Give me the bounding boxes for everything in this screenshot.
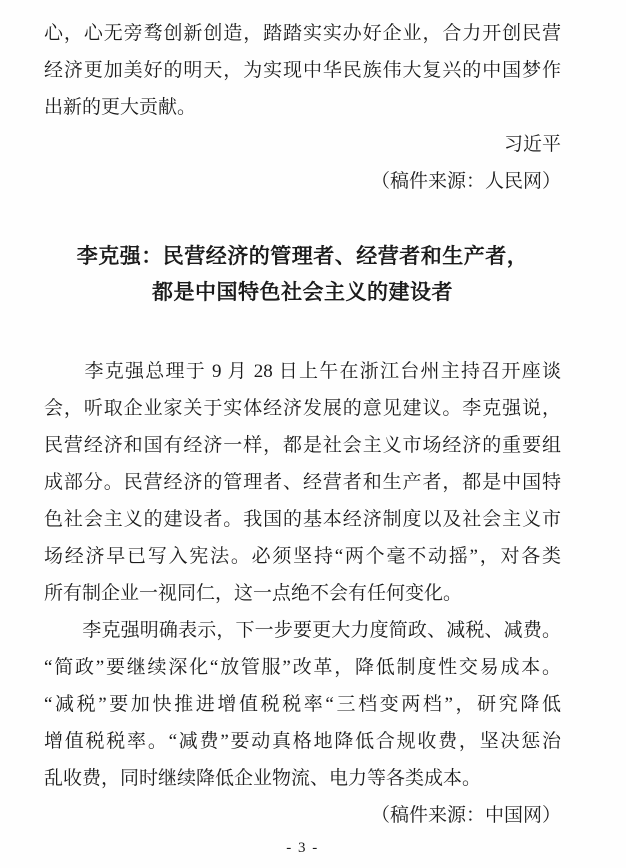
text-line: 李克强总理于 9 月 28 日上午在浙江台州主持召开座谈 [44, 361, 561, 382]
text-line: 李克强明确表示，下一步要更大力度简政、减税、减费。 [44, 620, 561, 641]
title-line: 都是中国特色社会主义的建设者 [152, 280, 453, 304]
text-line: 民营经济和国有经济一样，都是社会主义市场经济的重要组 [44, 435, 561, 456]
text-line: “简政”要继续深化“放管服”改革，降低制度性交易成本。 [44, 657, 561, 678]
source-line: （稿件来源：中国网） [370, 805, 561, 826]
text-line: 乱收费，同时继续降低企业物流、电力等各类成本。 [44, 768, 482, 789]
text-line: 心，心无旁骛创新创造，踏踏实实办好企业，合力开创民营 [44, 23, 561, 44]
text-line: “减税”要加快推进增值税税率“三档变两档”，研究降低 [44, 694, 561, 715]
text-line: 所有制企业一视同仁，这一点绝不会有任何变化。 [44, 583, 463, 604]
signature-line: 习近平 [503, 134, 561, 155]
article-paragraph-1 [44, 353, 561, 612]
source-line: （稿件来源：人民网） [370, 171, 561, 192]
title-line: 李克强：民营经济的管理者、经营者和生产者， [76, 244, 529, 268]
closing-paragraph [44, 15, 561, 200]
page-number: - 3 - [286, 840, 319, 856]
text-line: 成部分。民营经济的管理者、经营者和生产者，都是中国特 [44, 472, 561, 493]
text-line: 经济更加美好的明天，为实现中华民族伟大复兴的中国梦作 [44, 60, 561, 81]
text-line: 增值税税率。“减费”要动真格地降低合规收费，坚决惩治 [44, 731, 561, 752]
text-line: 出新的更大贡献。 [44, 97, 197, 118]
text-line: 会，听取企业家关于实体经济发展的意见建议。李克强说， [44, 398, 561, 419]
document-content [44, 15, 561, 860]
article-title [44, 238, 561, 310]
article-paragraph-2 [44, 612, 561, 797]
text-line: 场经济早已写入宪法。必须坚持“两个毫不动摇”，对各类 [44, 546, 561, 567]
text-line: 色社会主义的建设者。我国的基本经济制度以及社会主义市 [44, 509, 561, 530]
